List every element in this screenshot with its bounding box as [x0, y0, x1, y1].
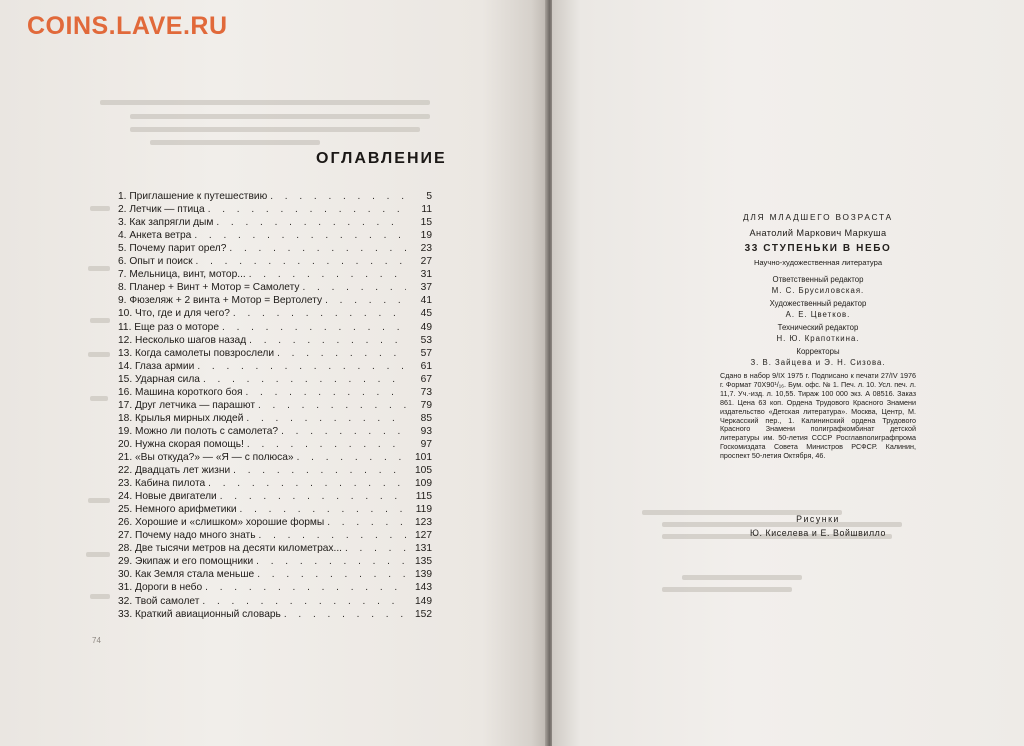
toc-entry — [118, 425, 432, 438]
toc-entry-page: 49 — [420, 321, 432, 333]
series-label: ДЛЯ МЛАДШЕГО ВОЗРАСТА — [743, 212, 893, 222]
toc-leader-dots — [216, 217, 406, 229]
toc-leader-dots — [194, 230, 406, 242]
site-watermark: COINS.LAVE.RU — [27, 12, 228, 40]
toc-entry-title: 8. Планер + Винт + Мотор = Самолету — [118, 282, 300, 294]
toc-leader-dots — [247, 439, 406, 451]
toc-entry-page: 31 — [420, 269, 432, 281]
toc-entry — [118, 216, 432, 229]
toc-entry — [118, 190, 432, 203]
toc-entry-title: 12. Несколько шагов назад — [118, 334, 247, 346]
toc-entry-title: 31. Дороги в небо — [118, 582, 203, 594]
toc-entry-title: 29. Экипаж и его помощники — [118, 556, 254, 568]
toc-entry — [118, 294, 432, 307]
toc-entry-title: 17. Друг летчика — парашют — [118, 399, 255, 411]
toc-entry — [118, 412, 432, 425]
toc-entry-title: 21. «Вы откуда?» — «Я — с полюса» — [118, 451, 294, 463]
toc-entry-page: 139 — [415, 569, 432, 581]
toc-leader-dots — [249, 335, 406, 347]
toc-entry-page: 123 — [415, 517, 432, 529]
toc-leader-dots — [202, 596, 406, 608]
toc-entry-page: 109 — [415, 478, 432, 490]
toc-entry-title: 19. Можно ли полоть с самолета? — [118, 425, 279, 437]
toc-leader-dots — [233, 308, 406, 320]
toc-entry-page: 11 — [421, 204, 432, 216]
toc-entry — [118, 373, 432, 386]
table-of-contents — [118, 190, 432, 621]
toc-leader-dots — [246, 387, 407, 399]
toc-entry — [118, 229, 432, 242]
toc-leader-dots — [345, 543, 406, 555]
toc-entry-title: 16. Машина короткого боя — [118, 386, 243, 398]
toc-entry — [118, 451, 432, 464]
toc-entry-page: 97 — [420, 438, 432, 450]
toc-entry-page: 53 — [420, 334, 432, 346]
toc-entry-title: 7. Мельница, винт, мотор... — [118, 269, 246, 281]
illustrations-label: Рисунки — [796, 514, 840, 524]
toc-entry-page: 27 — [420, 256, 432, 268]
toc-entry — [118, 347, 432, 360]
toc-entry — [118, 320, 432, 333]
toc-leader-dots — [205, 582, 406, 594]
toc-entry-title: 25. Немного арифметики — [118, 504, 237, 516]
staff-name: М. С. Брусиловская. — [771, 285, 865, 295]
toc-entry-title: 2. Летчик — птица — [118, 204, 205, 216]
toc-entry-title: 6. Опыт и поиск — [118, 256, 193, 268]
toc-entry-title: 14. Глаза армии — [118, 360, 195, 372]
toc-leader-dots — [325, 295, 406, 307]
toc-leader-dots — [208, 478, 406, 490]
toc-entry — [118, 542, 432, 555]
toc-entry-page: 127 — [415, 530, 432, 542]
toc-entry-title: 22. Двадцать лет жизни — [118, 465, 231, 477]
toc-leader-dots — [246, 413, 406, 425]
toc-entry — [118, 360, 432, 373]
staff-role: Технический редактор — [777, 323, 859, 332]
toc-entry-page: 93 — [420, 425, 432, 437]
toc-entry — [118, 608, 432, 621]
toc-entry-page: 152 — [415, 608, 432, 620]
toc-leader-dots — [197, 361, 406, 373]
toc-leader-dots — [229, 243, 406, 255]
staff-role: Художественный редактор — [769, 299, 867, 308]
toc-entry-page: 73 — [420, 386, 432, 398]
toc-entry-page: 61 — [420, 360, 432, 372]
toc-entry-title: 24. Новые двигатели — [118, 491, 217, 503]
toc-leader-dots — [256, 556, 406, 568]
toc-title: ОГЛАВЛЕНИЕ — [316, 150, 447, 167]
toc-entry — [118, 568, 432, 581]
toc-leader-dots — [297, 452, 406, 464]
toc-entry — [118, 529, 432, 542]
toc-entry-title: 1. Приглашение к путешествию — [118, 191, 268, 203]
toc-entry-title: 23. Кабина пилота — [118, 478, 206, 490]
toc-entry — [118, 334, 432, 347]
toc-leader-dots — [249, 269, 406, 281]
toc-entry — [118, 268, 432, 281]
toc-entry-title: 13. Когда самолеты повзрослели — [118, 347, 275, 359]
toc-entry-page: 143 — [415, 582, 432, 594]
toc-entry-title: 30. Как Земля стала меньше — [118, 569, 255, 581]
toc-leader-dots — [281, 426, 406, 438]
illustration-credits — [700, 512, 936, 540]
toc-entry — [118, 255, 432, 268]
toc-entry — [118, 438, 432, 451]
toc-entry — [118, 203, 432, 216]
toc-entry-page: 135 — [415, 556, 432, 568]
toc-entry-page: 15 — [420, 217, 432, 229]
toc-leader-dots — [220, 491, 406, 503]
toc-entry-title: 10. Что, где и для чего? — [118, 308, 230, 320]
toc-entry-page: 5 — [426, 191, 432, 203]
toc-entry-page: 37 — [420, 282, 432, 294]
staff-name: З. В. Зайцева и Э. Н. Сизова. — [750, 357, 886, 367]
toc-entry-title: 3. Как запрягли дым — [118, 217, 214, 229]
toc-entry-page: 41 — [420, 295, 432, 307]
toc-entry — [118, 307, 432, 320]
toc-entry-title: 20. Нужна скорая помощь! — [118, 438, 244, 450]
toc-entry — [118, 281, 432, 294]
toc-entry — [118, 594, 432, 607]
toc-entry-title: 33. Краткий авиационный словарь — [118, 608, 281, 620]
toc-leader-dots — [302, 282, 406, 294]
toc-entry-page: 23 — [420, 243, 432, 255]
book-title: 33 СТУПЕНЬКИ В НЕБО — [744, 243, 892, 254]
toc-entry-title: 32. Твой самолет — [118, 595, 200, 607]
toc-leader-dots — [233, 465, 406, 477]
toc-leader-dots — [208, 204, 406, 216]
staff-name: Н. Ю. Крапоткина. — [776, 333, 860, 343]
toc-leader-dots — [257, 569, 406, 581]
toc-entry-page: 57 — [420, 347, 432, 359]
toc-leader-dots — [270, 191, 406, 203]
toc-entry — [118, 516, 432, 529]
toc-entry-title: 4. Анкета ветра — [118, 230, 192, 242]
toc-entry — [118, 242, 432, 255]
toc-leader-dots — [277, 348, 406, 360]
toc-entry-title: 5. Почему парит орел? — [118, 243, 227, 255]
toc-entry — [118, 399, 432, 412]
toc-entry — [118, 386, 432, 399]
toc-leader-dots — [203, 374, 406, 386]
toc-entry-page: 101 — [415, 451, 432, 463]
toc-entry-title: 27. Почему надо много знать — [118, 530, 256, 542]
publication-details: Сдано в набор 9/IX 1975 г. Подписано к печати 27/IV 1976 г. Формат 70Х90¹/₁₆. Бум. офс. № 1. Печ. л. 10. Усл. печ. л. 11,7. Уч.-изд. л. 10,55. Тираж 100 000 экз. А 08516. Заказ 861. Цена 63 коп. Ордена Трудового Красного Знамени издательство «Детская литература». Москва, Центр, М. Черкасский пер., 1. Калининский ордена Трудового Красного Знамени полиграфкомбинат детской литературы им. 50-летия СССР Росглавполиграфпрома Госкомиздата Совета Министров РСФСР. Калинин, проспект 50-летия Октября, 46. — [720, 371, 916, 461]
toc-leader-dots — [196, 256, 406, 268]
toc-leader-dots — [259, 530, 406, 542]
genre-label: Научно-художественная литература — [753, 257, 883, 267]
toc-entry-page: 131 — [415, 543, 432, 555]
toc-entry — [118, 464, 432, 477]
toc-leader-dots — [327, 517, 406, 529]
toc-entry-title: 15. Ударная сила — [118, 373, 200, 385]
toc-leader-dots — [240, 504, 406, 516]
toc-entry — [118, 490, 432, 503]
illustrators-names: Ю. Киселева и Е. Войшвилло — [749, 528, 887, 538]
toc-entry — [118, 581, 432, 594]
toc-leader-dots — [222, 322, 406, 334]
toc-entry-page: 149 — [415, 595, 432, 607]
toc-entry-title: 9. Фюзеляж + 2 винта + Мотор = Вертолету — [118, 295, 323, 307]
staff-name: А. Е. Цветков. — [785, 309, 851, 319]
toc-entry-page: 85 — [420, 412, 432, 424]
toc-entry-title: 26. Хорошие и «слишком» хорошие формы — [118, 517, 325, 529]
toc-entry — [118, 555, 432, 568]
page-number-mark: 74 — [92, 636, 101, 645]
imprint-block — [700, 212, 936, 461]
toc-entry-page: 19 — [420, 230, 432, 242]
author-name: Анатолий Маркович Маркуша — [749, 227, 887, 238]
toc-entry-page: 79 — [420, 399, 432, 411]
toc-entry-page: 67 — [420, 373, 432, 385]
toc-entry-page: 119 — [415, 504, 432, 516]
toc-entry-page: 45 — [420, 308, 432, 320]
staff-role: Ответственный редактор — [772, 275, 864, 284]
staff-role: Корректоры — [796, 347, 840, 356]
toc-entry-page: 115 — [415, 491, 432, 503]
toc-leader-dots — [258, 400, 406, 412]
toc-entry-title: 11. Еще раз о моторе — [118, 321, 220, 333]
toc-entry — [118, 503, 432, 516]
toc-entry — [118, 477, 432, 490]
toc-entry-title: 28. Две тысячи метров на десяти километрах... — [118, 543, 342, 555]
toc-entry-page: 105 — [415, 465, 432, 477]
toc-leader-dots — [284, 609, 406, 621]
toc-entry-title: 18. Крылья мирных людей — [118, 412, 244, 424]
